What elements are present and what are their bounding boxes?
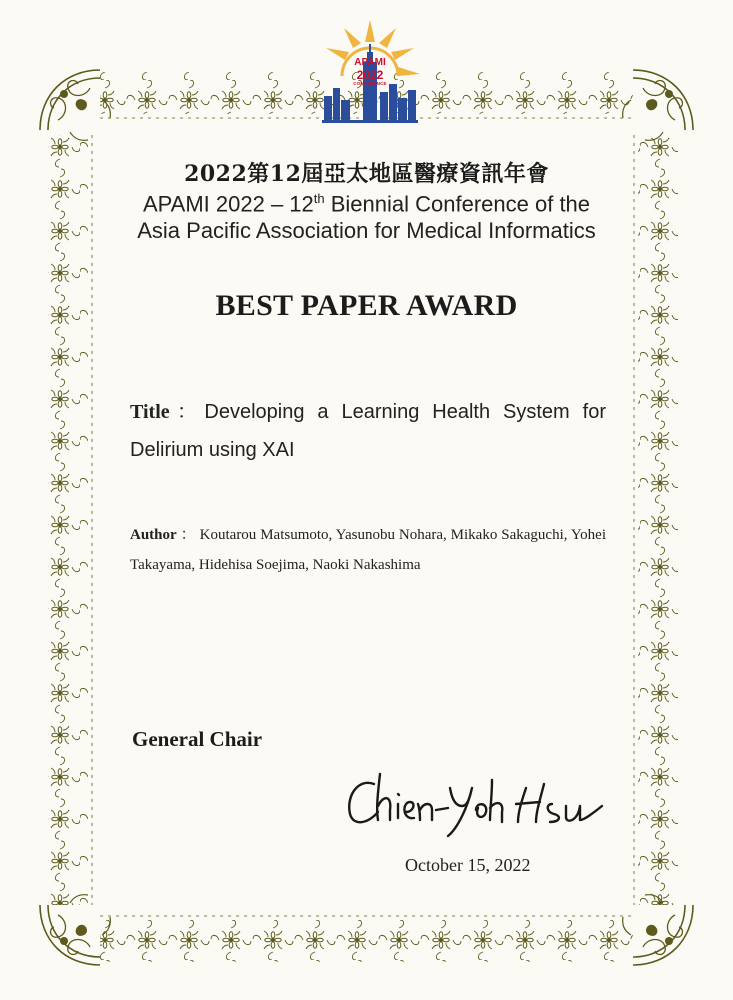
logo-conference-text: CONFERENCE: [353, 81, 387, 86]
paper-title: [130, 393, 606, 469]
logo-year-text: 2022: [356, 68, 384, 82]
english-conference-title-line1: [0, 191, 733, 217]
ordinal-suffix: th: [313, 191, 325, 206]
award-date: October 15, 2022: [405, 855, 531, 875]
award-heading: BEST PAPER AWARD: [215, 289, 518, 322]
conference-name-part: APAMI 2022 – 12: [142, 191, 314, 217]
general-chair-label: General Chair: [132, 727, 263, 751]
conference-name-rest: Biennial Conference of the: [324, 191, 591, 217]
paper-authors: [130, 520, 606, 580]
author-label: Author: [130, 527, 177, 543]
handwritten-signature: [340, 762, 610, 840]
authors-text: Koutarou Matsumoto, Yasunobu Nohara, Mikako Sakaguchi, Yohei Takayama, Hidehisa Soejima, Naoki Nakashima: [130, 527, 606, 573]
author-separator: ：: [176, 527, 200, 543]
title-separator: ：: [169, 401, 205, 423]
chinese-conference-title: 2022第12屆亞太地區醫療資訊年會: [184, 161, 549, 187]
title-label: Title: [130, 401, 170, 423]
english-conference-title-line2: Asia Pacific Association for Medical Informatics: [137, 218, 596, 243]
title-text: Developing a Learning Health System for Delirium using XAI: [130, 401, 607, 461]
apami-logo: [318, 18, 422, 126]
logo-apami-text: APAMI: [354, 57, 386, 68]
